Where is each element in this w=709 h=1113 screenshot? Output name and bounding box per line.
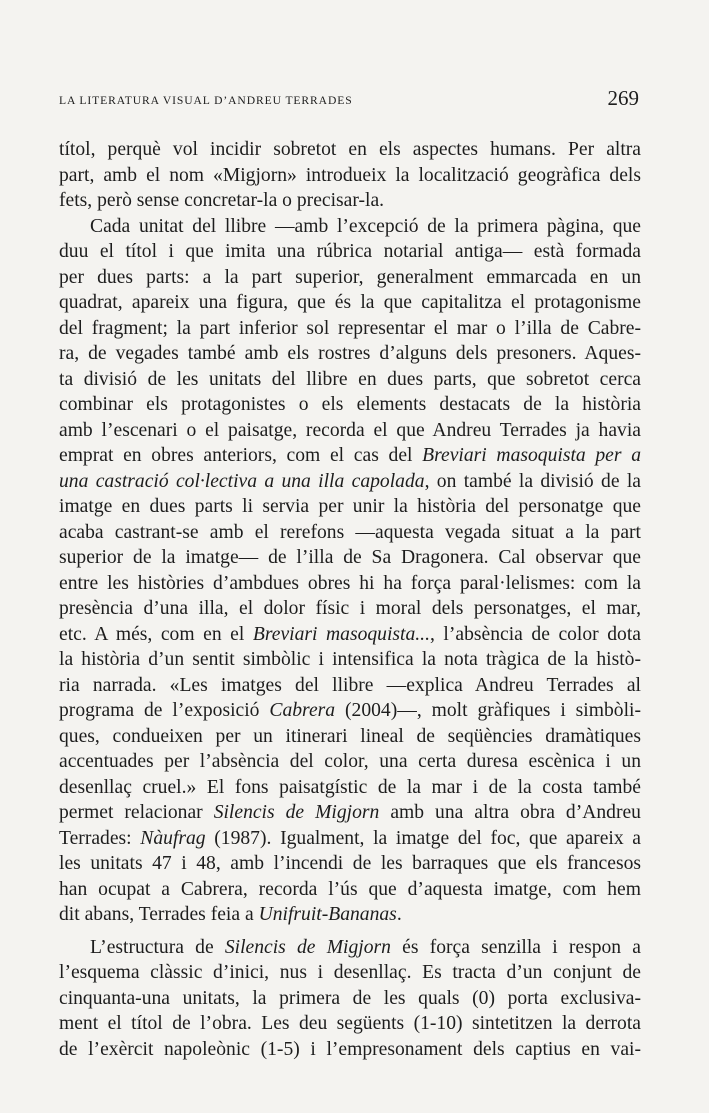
italic-title: una castració col·lectiva a una illa capolada (59, 470, 425, 492)
text-line: entre les històries d’ambdues obres hi ha força paral·lelismes: com la (59, 572, 641, 594)
text-run: (2004)—, molt gràfiques i simbòli- (335, 700, 641, 721)
text-line: duu el títol i que imita una rúbrica notarial antiga— està formada (59, 241, 641, 262)
text-run: és força senzilla i respon a (390, 936, 641, 958)
running-head (59, 86, 641, 114)
paragraph (59, 935, 641, 1063)
text-line (59, 622, 641, 648)
text-line: acaba castrant-se amb el rerefons —aquesta vegada situat a la part (59, 521, 641, 543)
text-line: cinquanta-una unitats, la primera de les quals (0) porta exclusiva- (59, 987, 641, 1009)
text-line: l’esquema clàssic d’inici, nus i desenllaç. Es tracta d’un conjunt de (59, 962, 641, 983)
text-line: desenllaç cruel.» El fons paisatgístic de la mar i de la costa també (59, 776, 641, 798)
text-run: , on també la divisió de la (424, 470, 641, 492)
text-line: part, amb el nom «Migjorn» introdueix la localització geogràfica dels (59, 164, 641, 186)
text-run: permet relacionar (59, 802, 214, 823)
text-line: títol, perquè vol incidir sobretot en els aspectes humans. Per altra (59, 139, 641, 160)
paragraph (59, 137, 641, 214)
text-line: amb l’escenari o el paisatge, recorda el que Andreu Terrades ja havia (59, 419, 641, 441)
text-run: amb una altra obra d’Andreu (379, 802, 641, 823)
text-line (59, 469, 641, 495)
text-line (59, 443, 641, 469)
text-run: emprat en obres anteriors, com el cas del (59, 445, 423, 466)
text-line (59, 826, 641, 852)
text-line: ques, condueixen per un itinerari lineal de seqüències dramàtiques (59, 725, 641, 747)
text-line: combinar els protagonistes o els elements destacats de la història (59, 394, 641, 415)
text-line: del fragment; la part inferior sol representar el mar o l’illa de Cabre- (59, 317, 641, 339)
text-line: superior de la imatge— de l’illa de Sa Dragonera. Cal observar que (59, 547, 641, 568)
italic-title: Silencis de Migjorn (213, 802, 380, 823)
text-line: Cada unitat del llibre —amb l’excepció de la primera pàgina, que (90, 215, 641, 237)
paragraph (59, 214, 641, 928)
text-run: dit abans, Terrades feia a (59, 904, 259, 925)
text-run: . (396, 904, 402, 925)
text-line (59, 698, 641, 724)
text-run: (1987). Igualment, la imatge del foc, que apareix a (205, 827, 641, 849)
text-line: ria narrada. «Les imatges del llibre —explica Andreu Terrades al (59, 674, 641, 696)
text-run: Terrades: (59, 827, 141, 849)
page-number: 269 (607, 86, 639, 110)
text-line: ment el títol de l’obra. Les deu següents (1-10) sintetitzen la derrota (59, 1013, 641, 1034)
text-line: per dues parts: a la part superior, generalment emmarcada en un (59, 266, 641, 288)
text-line (59, 935, 641, 961)
running-title: LA LITERATURA VISUAL D’ANDREU TERRADES (59, 94, 353, 107)
text-run: programa de l’exposició (59, 700, 270, 721)
text-line: fets, però sense concretar-la o precisar-la. (59, 190, 385, 211)
italic-title: Silencis de Migjorn (224, 936, 391, 958)
text-line: imatge en dues parts li servia per unir la història del personatge que (59, 496, 641, 517)
text-line: accentuades per l’absència del color, una certa duresa escènica i un (59, 751, 641, 772)
italic-title: Breviari masoquista per a (422, 445, 641, 466)
text-run: etc. A més, com en el (59, 623, 253, 645)
italic-title: Breviari masoquista... (252, 623, 430, 645)
text-line: la història d’un sentit simbòlic i intensifica la nota tràgica de la histò- (59, 649, 641, 670)
text-line (59, 902, 641, 928)
text-line: ta divisió de les unitats del llibre en dues parts, que sobretot cerca (59, 368, 641, 390)
italic-title: Nàufrag (140, 827, 206, 849)
text-line: han ocupat a Cabrera, recorda l’ús que d’aquesta imatge, com hem (59, 878, 641, 900)
text-line: quadrat, apareix una figura, que és la que capitalitza el protagonisme (59, 292, 641, 313)
text-run: , l’absència de color dota (429, 623, 641, 645)
text-line: de l’exèrcit napoleònic (1-5) i l’empresonament dels captius en vai- (59, 1038, 641, 1060)
text-line (59, 800, 641, 826)
text-line: les unitats 47 i 48, amb l’incendi de les barraques que els francesos (59, 853, 641, 874)
italic-title: Unifruit-Bananas (258, 904, 397, 925)
italic-title: Cabrera (269, 700, 336, 721)
text-line: ra, de vegades també amb els rostres d’alguns dels presoners. Aques- (59, 343, 641, 364)
text-line: presència d’una illa, el dolor físic i moral dels personatges, el mar, (59, 598, 641, 619)
body-text (59, 137, 641, 1062)
text-run: L’estructura de (90, 936, 225, 958)
